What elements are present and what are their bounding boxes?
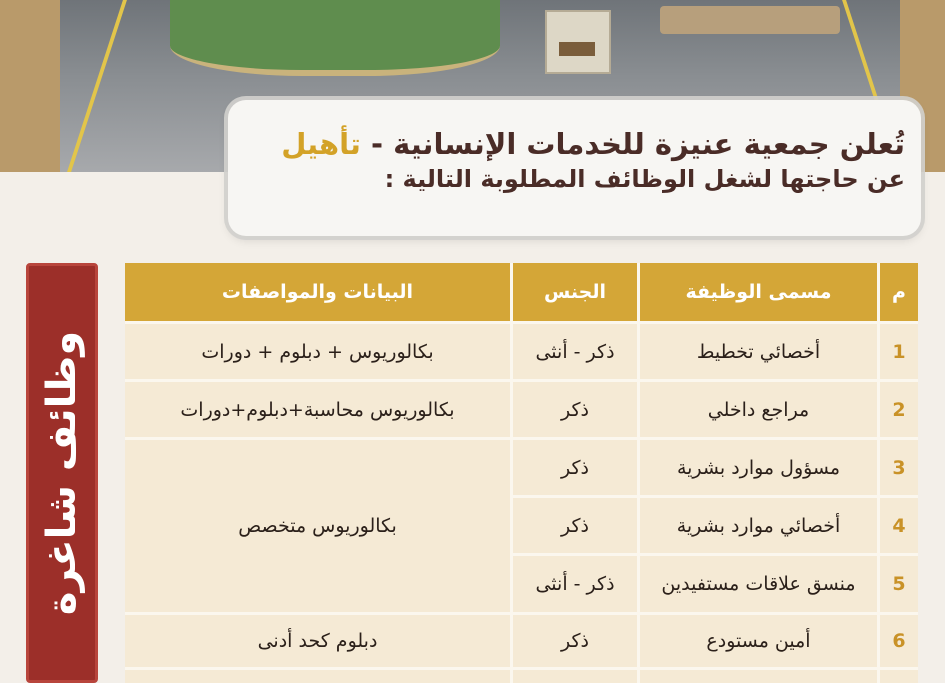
fence <box>660 6 840 34</box>
row-2-specs: بكالوريوس محاسبة+دبلوم+دورات <box>180 398 455 421</box>
roadside-left <box>0 0 60 172</box>
row-separator <box>125 667 918 670</box>
row-2-title: مراجع داخلي <box>707 398 810 421</box>
jobs-table <box>125 263 918 683</box>
row-3-title: مسؤول موارد بشرية <box>676 456 841 479</box>
rows-3-5-specs: بكالوريوس متخصص <box>238 515 397 537</box>
row-2-gender: ذكر <box>561 398 589 421</box>
side-label-text: وظائف شاغرة <box>39 330 85 616</box>
road-line-left <box>67 0 127 172</box>
row-5-gender: ذكر - أنثى <box>535 573 615 595</box>
announcement-banner <box>228 100 921 236</box>
side-label <box>26 263 98 683</box>
row-1-num: 1 <box>892 340 906 363</box>
row-3-gender: ذكر <box>561 456 589 479</box>
row-1-specs: بكالوريوس + دبلوم + دورات <box>201 340 434 363</box>
row-6-title: أمين مستودع <box>706 630 811 652</box>
header-specs: البيانات والمواصفات <box>125 263 510 321</box>
road-median <box>170 0 500 76</box>
row-1-title: أخصائي تخطيط <box>696 340 821 363</box>
announcement-subtitle: عن حاجتها لشغل الوظائف المطلوبة التالية : <box>384 165 905 193</box>
row-6-specs: دبلوم كحد أدنى <box>257 630 378 652</box>
row-6-gender: ذكر <box>561 630 589 652</box>
announcement-title <box>228 126 905 162</box>
row-2-num: 2 <box>892 398 906 421</box>
brand-name: تأهيل <box>281 127 361 161</box>
row-4-num: 4 <box>892 514 906 537</box>
row-5-title: منسق علاقات مستفيدين <box>661 573 856 595</box>
row-1-gender: ذكر - أنثى <box>535 340 615 363</box>
header-num: م <box>880 263 918 321</box>
row-6-num: 6 <box>892 630 906 652</box>
row-5-num: 5 <box>892 573 906 595</box>
header-gender: الجنس <box>513 263 637 321</box>
gate-booth <box>545 10 611 74</box>
row-4-gender: ذكر <box>561 514 589 537</box>
title-text: تُعلن جمعية عنيزة للخدمات الإنسانية - <box>360 127 905 161</box>
header-title: مسمى الوظيفة <box>640 263 877 321</box>
row-4-title: أخصائي موارد بشرية <box>676 514 841 537</box>
row-3-num: 3 <box>892 456 906 479</box>
